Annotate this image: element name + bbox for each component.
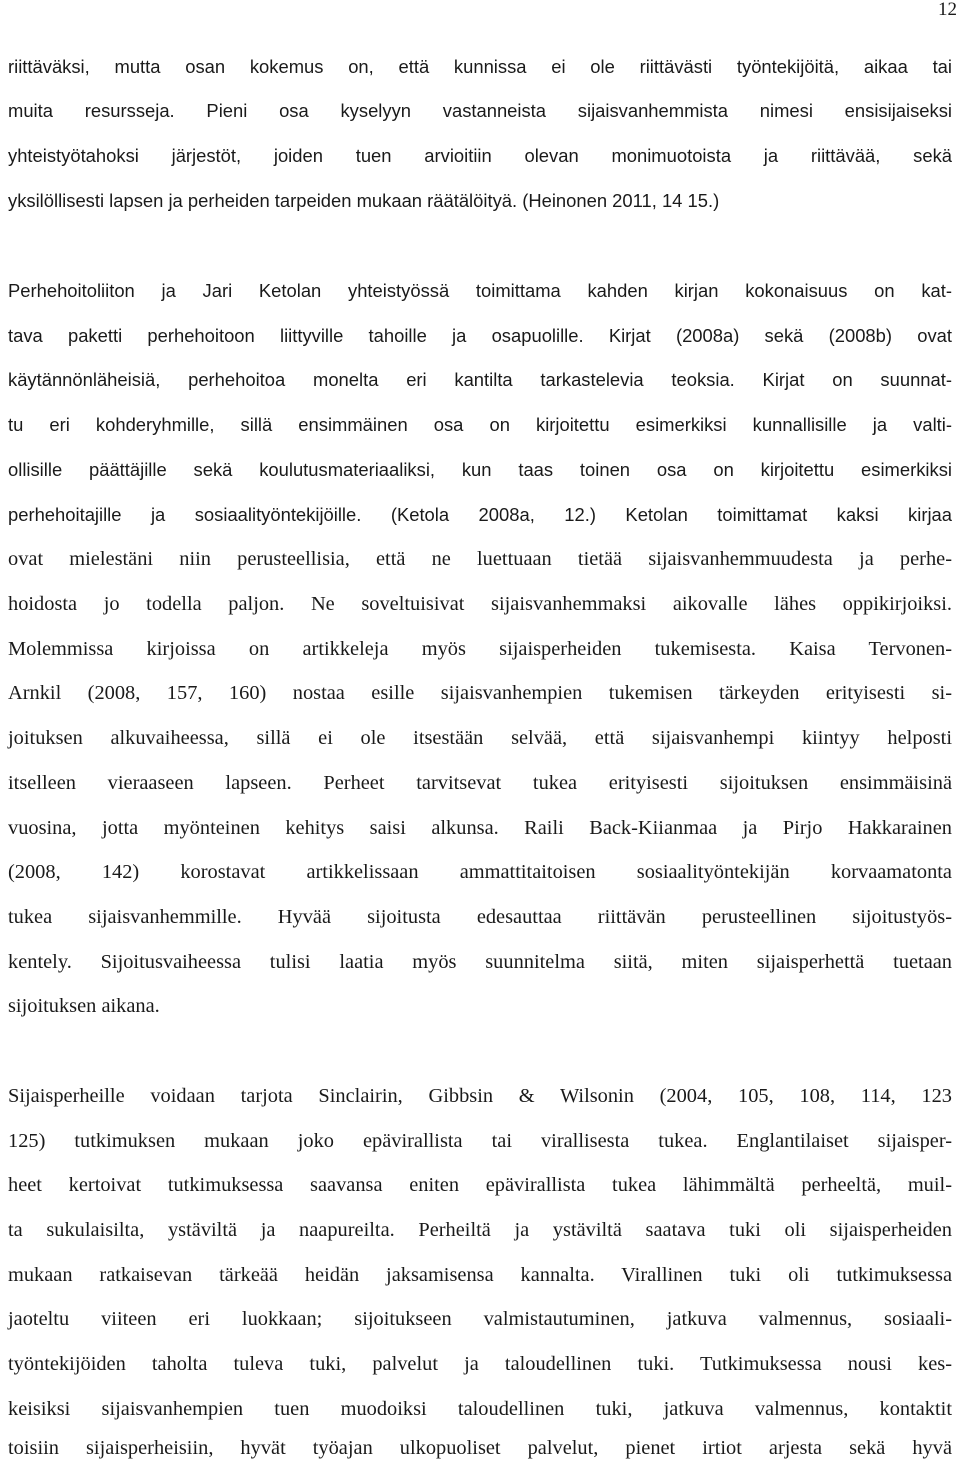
paragraph-1-line: yhteistyötahoksi järjestöt, joiden tuen arvioitiin olevan monimuotoista ja riittävää, sekä [8, 145, 952, 166]
paragraph-2-line: käytännönläheisiä, perhehoitoa monelta eri kantilta tarkastelevia teoksia. Kirjat on suunnat- [8, 369, 952, 390]
paragraph-2-line: perhehoitajille ja sosiaalityöntekijöille. (Ketola 2008a, 12.) Ketolan toimittamat kaksi kirjaa [8, 504, 952, 525]
paragraph-2-line: Arnkil (2008, 157, 160) nostaa esille sijaisvanhempien tukemisen tärkeyden erityisesti si- [8, 682, 952, 704]
paragraph-2-line: (2008, 142) korostavat artikkelissaan ammattitaitoisen sosiaalityöntekijän korvaamatonta [8, 861, 952, 883]
paragraph-3-line: heet kertoivat tutkimuksessa saavansa eniten epävirallista tukea lähimmältä perheeltä, muil- [8, 1174, 952, 1196]
paragraph-3-line: ta sukulaisilta, ystäviltä ja naapureilta. Perheiltä ja ystäviltä saatava tuki oli sijaisperheiden [8, 1219, 952, 1241]
paragraph-2-line: tukea sijaisvanhemmille. Hyvää sijoitusta edesauttaa riittävän perusteellinen sijoitustyös- [8, 906, 952, 928]
paragraph-3-line: mukaan ratkaisevan tärkeää heidän jaksamisensa kannalta. Virallinen tuki oli tutkimuksessa [8, 1264, 952, 1286]
page-number: 12 [938, 0, 957, 20]
paragraph-2-line: joituksen alkuvaiheessa, sillä ei ole itsestään selvää, että sijaisvanhempi kiintyy helposti [8, 727, 952, 749]
paragraph-2-line: tava paketti perhehoitoon liittyville tahoille ja osapuolille. Kirjat (2008a) sekä (2008b) ovat [8, 325, 952, 346]
paragraph-2-line: Molemmissa kirjoissa on artikkeleja myös sijaisperheiden tukemisesta. Kaisa Tervonen- [8, 638, 952, 660]
paragraph-3-line: työntekijöiden taholta tuleva tuki, palvelut ja taloudellinen tuki. Tutkimuksessa nousi kes- [8, 1353, 952, 1375]
paragraph-2-line: vuosina, jotta myönteinen kehitys saisi alkunsa. Raili Back-Kiianmaa ja Pirjo Hakkarainen [8, 817, 952, 839]
paragraph-1-line: riittäväksi, mutta osan kokemus on, että kunnissa ei ole riittävästi työntekijöitä, aikaa tai [8, 56, 952, 77]
paragraph-3-line: jaoteltu viiteen eri luokkaan; sijoitukseen valmistautuminen, jatkuva valmennus, sosiaali- [8, 1308, 952, 1330]
paragraph-2-line: Perhehoitoliiton ja Jari Ketolan yhteistyössä toimittama kahden kirjan kokonaisuus on kat- [8, 280, 952, 301]
paragraph-1-line: yksilöllisesti lapsen ja perheiden tarpeiden mukaan räätälöityä. (Heinonen 2011, 14 15.) [8, 190, 720, 211]
paragraph-3-line: Sijaisperheille voidaan tarjota Sinclairin, Gibbsin & Wilsonin (2004, 105, 108, 114, 123 [8, 1085, 952, 1107]
paragraph-3-line: keisiksi sijaisvanhempien tuen muodoiksi taloudellinen tuki, jatkuva valmennus, kontaktit [8, 1398, 952, 1420]
paragraph-3-line: toisiin sijaisperheisiin, hyvät työajan ulkopuoliset palvelut, pienet irtiot arjesta sekä hyvä [8, 1437, 952, 1459]
paragraph-1-line: muita resursseja. Pieni osa kyselyyn vastanneista sijaisvanhemmista nimesi ensisijaiseksi [8, 100, 952, 121]
paragraph-2-line: ollisille päättäjille sekä koulutusmateriaaliksi, kun taas toinen osa on kirjoitettu esimerkiksi [8, 459, 952, 480]
paragraph-2-line: hoidosta jo todella paljon. Ne soveltuisivat sijaisvanhemmaksi aikovalle lähes oppikirjoiksi. [8, 593, 952, 615]
paragraph-2-line: ovat mielestäni niin perusteellisia, että ne luettuaan tietää sijaisvanhemmuudesta ja perhe- [8, 548, 952, 570]
paragraph-2-line: itselleen vieraaseen lapseen. Perheet tarvitsevat tukea erityisesti sijoituksen ensimmäisinä [8, 772, 952, 794]
paragraph-3-line: 125) tutkimuksen mukaan joko epävirallista tai virallisesta tukea. Englantilaiset sijaisper- [8, 1130, 952, 1152]
paragraph-2-line: kentely. Sijoitusvaiheessa tulisi laatia myös suunnitelma siitä, miten sijaisperhettä tuetaan [8, 951, 952, 973]
paragraph-2-line: tu eri kohderyhmille, sillä ensimmäinen osa on kirjoitettu esimerkiksi kunnallisille ja valti- [8, 414, 952, 435]
paragraph-2-line: sijoituksen aikana. [8, 995, 160, 1017]
